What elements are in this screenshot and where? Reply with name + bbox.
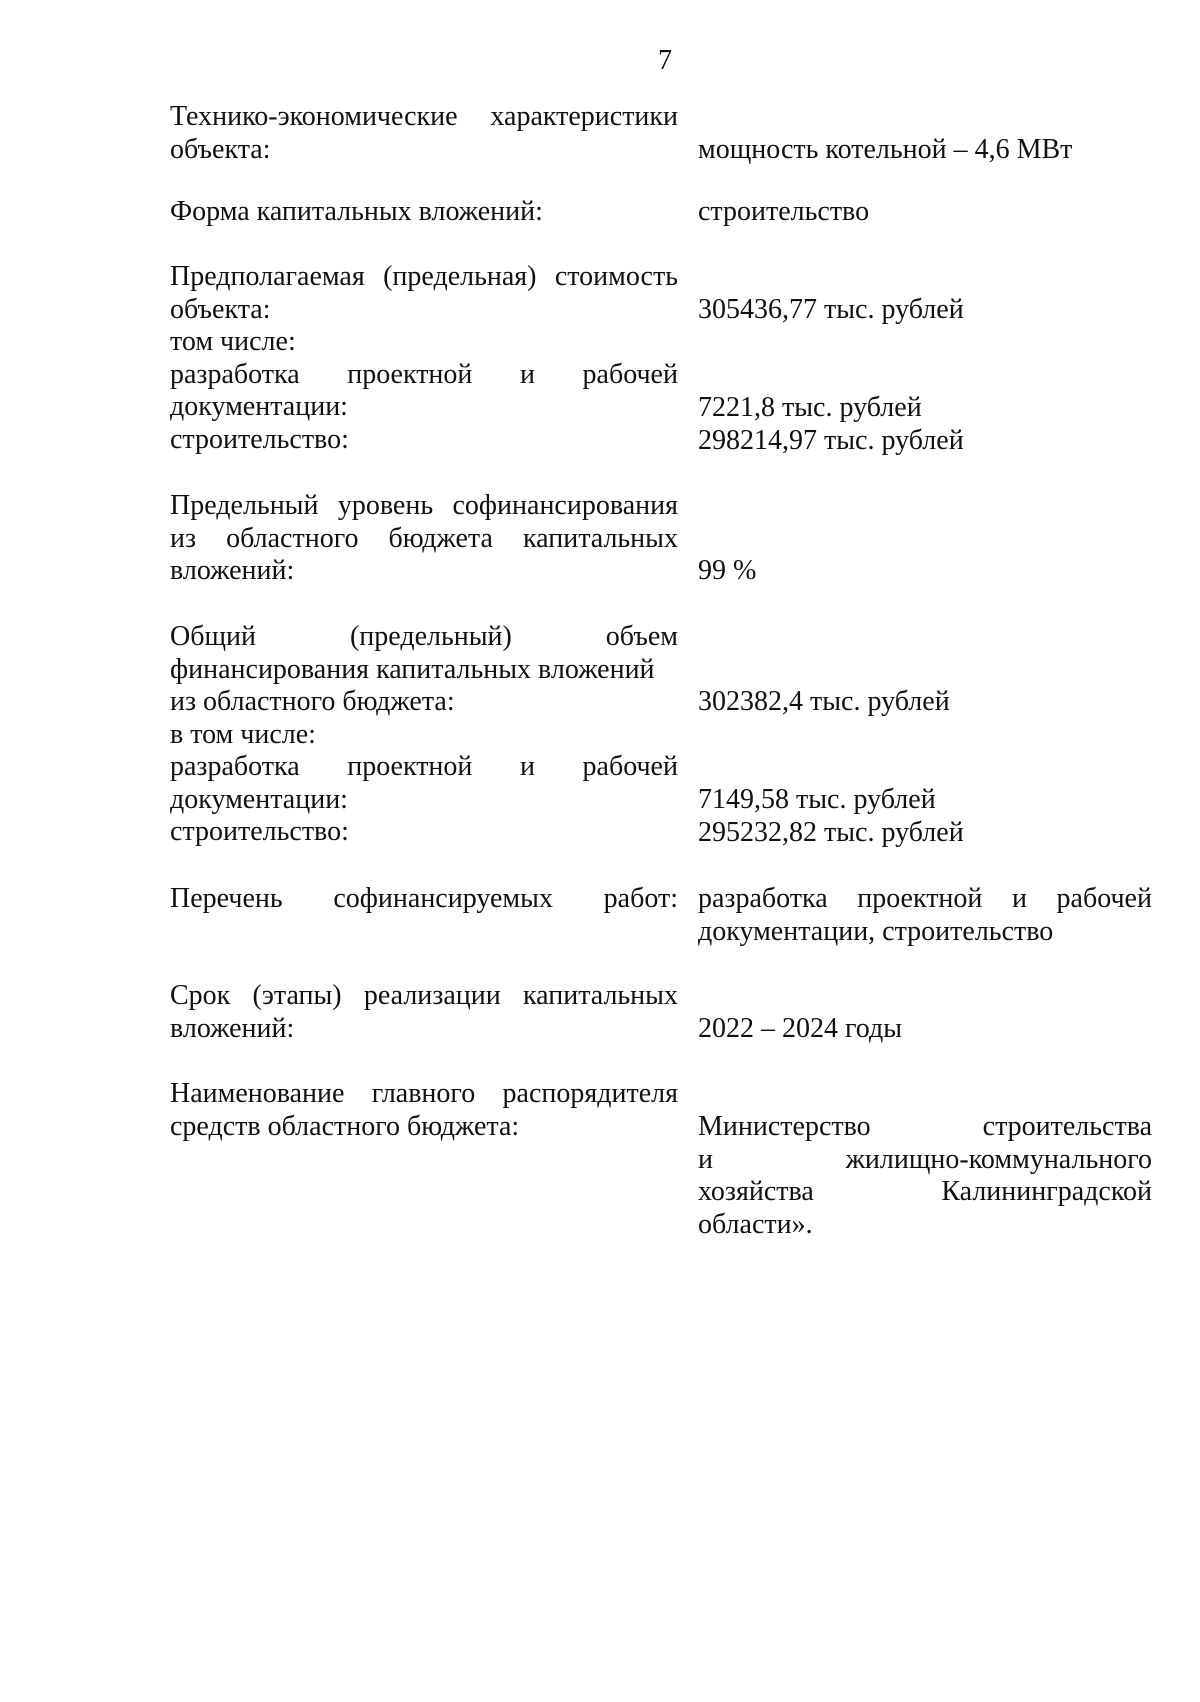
volume-label-line5: разработка проектной и рабочей	[170, 751, 678, 782]
manager-value-line2: и жилищно-коммунального	[698, 1143, 1152, 1175]
volume-label-line1: Общий (предельный) объем	[170, 621, 678, 652]
manager-value: Министерство строительства и жилищно-коммунального хозяйства Калининградской области».	[698, 1111, 1152, 1240]
works-value: разработка проектной и рабочей документации, строительство	[698, 883, 1152, 947]
works-label	[170, 883, 678, 916]
volume-label: Общий (предельный) объем финансирования капитальных вложений из областного бюджета: в том числе: разработка проектной и рабочей документации: строительство:	[170, 621, 678, 847]
term-value: 2022 – 2024 годы	[698, 1013, 903, 1044]
cofinancing-label-line1: Предельный уровень софинансирования	[170, 490, 678, 521]
form-value: строительство	[698, 196, 870, 227]
works-value-line1: разработка проектной и рабочей	[698, 883, 1152, 914]
cost-label-line4: разработка проектной и рабочей	[170, 358, 678, 390]
volume-value-breakdown: 7149,58 тыс. рублей 295232,82 тыс. рублей	[698, 784, 964, 848]
manager-value-line1: Министерство строительства	[698, 1111, 1152, 1142]
tech-label: Технико-экономические характеристики объекта:	[170, 101, 678, 165]
manager-value-line3: хозяйства Калининградской	[698, 1176, 1152, 1207]
form-label: Форма капитальных вложений:	[170, 196, 543, 227]
works-label-line1: Перечень софинансируемых работ:	[170, 883, 678, 914]
cofinancing-label: Предельный уровень софинансирования из областного бюджета капитальных вложений:	[170, 490, 678, 586]
cost-value-total: 305436,77 тыс. рублей	[698, 294, 964, 325]
volume-value-total: 302382,4 тыс. рублей	[698, 686, 950, 717]
cost-value-breakdown: 7221,8 тыс. рублей 298214,97 тыс. рублей	[698, 392, 964, 456]
tech-label-line1: Технико-экономические характеристики	[170, 101, 678, 132]
page-number: 7	[658, 45, 672, 76]
tech-value: мощность котельной – 4,6 МВт	[698, 134, 1073, 165]
cost-label: Предполагаемая (предельная) стоимость объекта: том числе: разработка проектной и рабочей документации: строительство:	[170, 261, 678, 455]
term-label-line1: Срок (этапы) реализации капитальных	[170, 980, 678, 1011]
manager-label-line1: Наименование главного распорядителя	[170, 1078, 678, 1109]
term-label: Срок (этапы) реализации капитальных вложений:	[170, 980, 678, 1044]
cofinancing-label-line2: из областного бюджета капитальных	[170, 522, 678, 554]
cost-label-line1: Предполагаемая (предельная) стоимость	[170, 261, 678, 292]
manager-label: Наименование главного распорядителя средств областного бюджета:	[170, 1078, 678, 1142]
cofinancing-value: 99 %	[698, 555, 757, 586]
